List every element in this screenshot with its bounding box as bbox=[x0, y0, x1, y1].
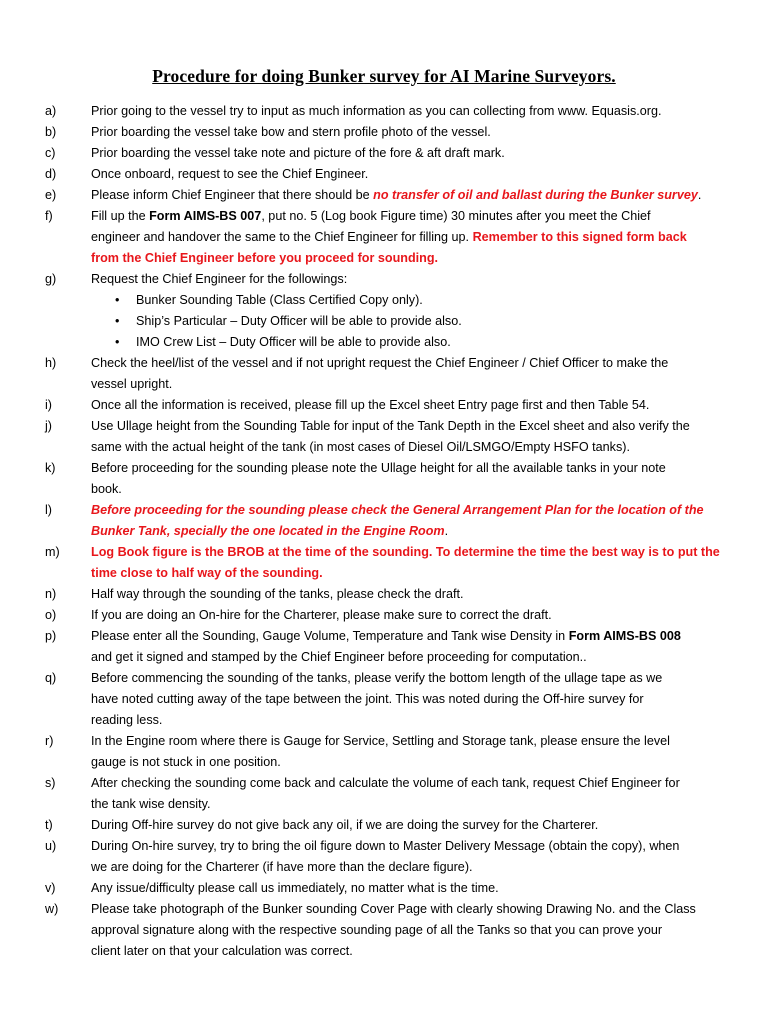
procedure-item bbox=[0, 668, 768, 731]
procedure-item bbox=[0, 353, 768, 395]
item-letter: v) bbox=[45, 881, 56, 895]
item-text-segment: After checking the sounding come back and calculate the volume of each tank, request Chief Engineer for bbox=[91, 776, 680, 790]
item-letter: e) bbox=[45, 188, 57, 202]
procedure-item bbox=[0, 584, 768, 605]
item-text-line bbox=[91, 374, 732, 395]
item-letter: a) bbox=[45, 104, 57, 118]
item-text-segment: During Off-hire survey do not give back any oil, if we are doing the survey for the Charterer. bbox=[91, 818, 599, 832]
bullet-dot-icon: • bbox=[115, 335, 120, 349]
item-text-segment: Half way through the sounding of the tanks, please check the draft. bbox=[91, 587, 464, 601]
item-text-line bbox=[91, 416, 732, 437]
item-text-line bbox=[91, 500, 732, 521]
item-text-segment: Prior boarding the vessel take note and picture of the fore & aft draft mark. bbox=[91, 146, 505, 160]
item-letter: d) bbox=[45, 167, 57, 181]
item-text-segment: Form AIMS-BS 008 bbox=[568, 629, 681, 643]
item-text-segment: Please enter all the Sounding, Gauge Volume, Temperature and Tank wise Density in bbox=[91, 629, 569, 643]
item-letter: o) bbox=[45, 608, 57, 622]
item-text-line bbox=[91, 920, 732, 941]
item-text-segment: Prior going to the vessel try to input as much information as you can collecting from www. Equasis.org. bbox=[91, 104, 662, 118]
item-text-line bbox=[91, 458, 732, 479]
procedure-item bbox=[0, 101, 768, 122]
item-letter: c) bbox=[45, 146, 56, 160]
item-text-segment: Form AIMS-BS 007 bbox=[149, 209, 262, 223]
item-text-line bbox=[91, 122, 732, 143]
item-letter: q) bbox=[45, 671, 57, 685]
item-text-segment: vessel upright. bbox=[91, 377, 173, 391]
item-text-segment: Once all the information is received, please fill up the Excel sheet Entry page first and then Table 54. bbox=[91, 398, 650, 412]
item-text-line bbox=[91, 353, 732, 374]
bullet-text: Bunker Sounding Table (Class Certified Copy only). bbox=[136, 293, 423, 307]
item-text-segment: and get it signed and stamped by the Chief Engineer before proceeding for computation.. bbox=[91, 650, 587, 664]
procedure-item bbox=[0, 416, 768, 458]
item-letter: t) bbox=[45, 818, 53, 832]
procedure-item bbox=[0, 773, 768, 815]
item-text-line bbox=[91, 101, 732, 122]
item-text-segment: engineer and handover the same to the Chief Engineer for filling up. bbox=[91, 230, 473, 244]
item-text-line bbox=[91, 857, 732, 878]
item-text-segment: Check the heel/list of the vessel and if not upright request the Chief Engineer / Chief Officer to make the bbox=[91, 356, 669, 370]
item-letter: s) bbox=[45, 776, 56, 790]
item-text-segment: Before proceeding for the sounding please note the Ullage height for all the available tanks in your note bbox=[91, 461, 666, 475]
bullet-dot-icon: • bbox=[115, 314, 120, 328]
bullet-dot-icon: • bbox=[115, 293, 120, 307]
procedure-item bbox=[0, 542, 768, 584]
item-text-line bbox=[91, 521, 732, 542]
procedure-item bbox=[0, 206, 768, 269]
item-text-line bbox=[91, 563, 732, 584]
item-text-segment: Prior boarding the vessel take bow and stern profile photo of the vessel. bbox=[91, 125, 491, 139]
item-text-line bbox=[91, 248, 732, 269]
procedure-list bbox=[0, 101, 768, 962]
item-text-line bbox=[91, 584, 732, 605]
item-text-line bbox=[91, 815, 732, 836]
item-text-segment: the tank wise density. bbox=[91, 797, 211, 811]
item-text-line bbox=[91, 479, 732, 500]
item-text-segment: reading less. bbox=[91, 713, 163, 727]
item-letter: m) bbox=[45, 545, 60, 559]
item-text-segment: no transfer of oil and ballast during the Bunker survey bbox=[373, 188, 698, 202]
item-text-segment: time close to half way of the sounding. bbox=[91, 566, 323, 580]
item-text-segment: Request the Chief Engineer for the followings: bbox=[91, 272, 348, 286]
item-text-segment: have noted cutting away of the tape between the joint. This was noted during the Off-hire survey for bbox=[91, 692, 644, 706]
procedure-item bbox=[0, 143, 768, 164]
item-text-line bbox=[91, 542, 732, 563]
item-letter: b) bbox=[45, 125, 57, 139]
procedure-item bbox=[0, 269, 768, 353]
item-letter: k) bbox=[45, 461, 56, 475]
item-text-segment: Bunker Tank, specially the one located in the Engine Room bbox=[91, 524, 445, 538]
item-text-segment: In the Engine room where there is Gauge for Service, Settling and Storage tank, please ensure the level bbox=[91, 734, 670, 748]
item-letter: g) bbox=[45, 272, 57, 286]
item-text-line bbox=[91, 185, 732, 206]
item-text-line bbox=[91, 143, 732, 164]
bullet-text: Ship’s Particular – Duty Officer will be able to provide also. bbox=[136, 314, 462, 328]
item-text-segment: Before proceeding for the sounding please check the General Arrangement Plan for the location of the bbox=[91, 503, 704, 517]
bullet-item bbox=[0, 332, 768, 353]
item-letter: r) bbox=[45, 734, 54, 748]
item-text-segment: approval signature along with the respective sounding page of all the Tanks so that you can prove your bbox=[91, 923, 663, 937]
procedure-item bbox=[0, 185, 768, 206]
item-letter: j) bbox=[45, 419, 52, 433]
document-title: Procedure for doing Bunker survey for AI Marine Surveyors. bbox=[152, 66, 616, 86]
procedure-item bbox=[0, 164, 768, 185]
item-text-line bbox=[91, 731, 732, 752]
item-text-segment: Any issue/difficulty please call us immediately, no matter what is the time. bbox=[91, 881, 499, 895]
item-text-line bbox=[91, 164, 732, 185]
item-text-line bbox=[91, 647, 732, 668]
item-text-line bbox=[91, 752, 732, 773]
item-text-line bbox=[91, 437, 732, 458]
item-text-segment: Log Book figure is the BROB at the time of the sounding. To determine the time the best way is to put the bbox=[91, 545, 720, 559]
item-text-line bbox=[91, 626, 732, 647]
item-text-line bbox=[91, 878, 732, 899]
item-text-line bbox=[91, 668, 732, 689]
item-text-line bbox=[91, 605, 732, 626]
item-text-segment: Before commencing the sounding of the tanks, please verify the bottom length of the ullage tape as we bbox=[91, 671, 663, 685]
item-text-segment: . bbox=[444, 524, 449, 538]
procedure-item bbox=[0, 500, 768, 542]
item-text-line bbox=[91, 773, 732, 794]
procedure-item bbox=[0, 626, 768, 668]
item-text-segment: gauge is not stuck in one position. bbox=[91, 755, 281, 769]
item-text-line bbox=[91, 227, 732, 248]
procedure-item bbox=[0, 395, 768, 416]
item-text-line bbox=[91, 710, 732, 731]
procedure-item bbox=[0, 878, 768, 899]
item-text-line bbox=[91, 689, 732, 710]
item-letter: f) bbox=[45, 209, 53, 223]
item-text-line bbox=[91, 269, 732, 290]
item-text-line bbox=[91, 794, 732, 815]
item-text-segment: Please take photograph of the Bunker sounding Cover Page with clearly showing Drawing No. and the Class bbox=[91, 902, 696, 916]
item-text-segment: If you are doing an On-hire for the Charterer, please make sure to correct the draft. bbox=[91, 608, 552, 622]
procedure-item bbox=[0, 815, 768, 836]
item-letter: h) bbox=[45, 356, 57, 370]
item-text-line bbox=[91, 395, 732, 416]
bullet-item bbox=[0, 311, 768, 332]
item-text-segment: Please inform Chief Engineer that there should be bbox=[91, 188, 374, 202]
item-text-segment: Fill up the bbox=[91, 209, 150, 223]
item-text-segment: During On-hire survey, try to bring the oil figure down to Master Delivery Message (obtain the copy), when bbox=[91, 839, 680, 853]
item-letter: p) bbox=[45, 629, 57, 643]
item-text-segment: . bbox=[697, 188, 702, 202]
procedure-item bbox=[0, 899, 768, 962]
procedure-item bbox=[0, 122, 768, 143]
item-letter: i) bbox=[45, 398, 52, 412]
item-text-segment: Remember to this signed form back bbox=[472, 230, 687, 244]
item-text-segment: Use Ullage height from the Sounding Table for input of the Tank Depth in the Excel sheet and also verify the bbox=[91, 419, 690, 433]
item-text-line bbox=[91, 899, 732, 920]
item-text-segment: same with the actual height of the tank (in most cases of Diesel Oil/LSMGO/Empty HSFO tanks). bbox=[91, 440, 630, 454]
procedure-item bbox=[0, 458, 768, 500]
procedure-item bbox=[0, 605, 768, 626]
procedure-item bbox=[0, 836, 768, 878]
bullet-text: IMO Crew List – Duty Officer will be able to provide also. bbox=[136, 335, 451, 349]
item-letter: n) bbox=[45, 587, 57, 601]
item-letter: w) bbox=[45, 902, 59, 916]
item-text-segment: from the Chief Engineer before you proceed for sounding. bbox=[91, 251, 439, 265]
item-text-segment: Once onboard, request to see the Chief Engineer. bbox=[91, 167, 369, 181]
item-text-segment: book. bbox=[91, 482, 122, 496]
item-text-segment: client later on that your calculation was correct. bbox=[91, 944, 353, 958]
item-text-segment: , put no. 5 (Log book Figure time) 30 minutes after you meet the Chief bbox=[261, 209, 651, 223]
procedure-item bbox=[0, 731, 768, 773]
item-text-segment: we are doing for the Charterer (if have more than the declare figure). bbox=[91, 860, 473, 874]
bullet-item bbox=[0, 290, 768, 311]
item-letter: u) bbox=[45, 839, 57, 853]
item-text-line bbox=[91, 941, 732, 962]
item-text-line bbox=[91, 206, 732, 227]
item-text-line bbox=[91, 836, 732, 857]
item-letter: l) bbox=[45, 503, 52, 517]
